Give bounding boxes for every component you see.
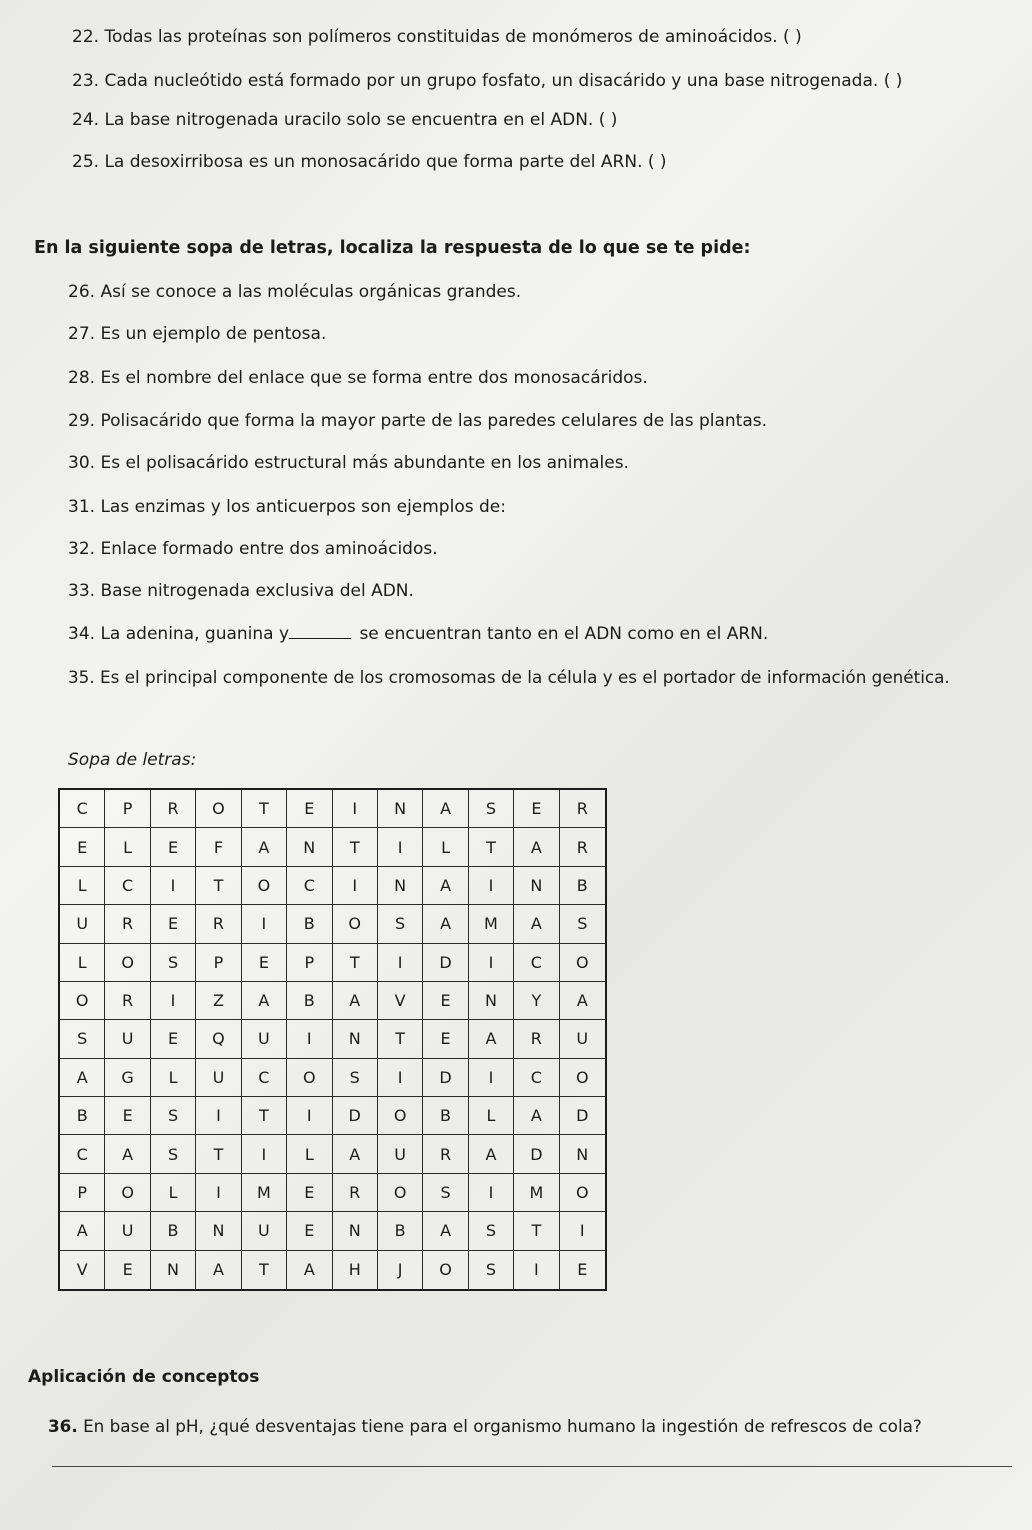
grid-cell[interactable]: A xyxy=(423,905,468,943)
question-34: 34. La adenina, guanina y se encuentran tanto en el ADN como en el ARN. xyxy=(68,624,769,644)
grid-cell[interactable]: T xyxy=(196,1135,241,1173)
grid-cell[interactable]: I xyxy=(469,944,514,982)
grid-cell[interactable]: U xyxy=(105,1020,150,1058)
grid-cell[interactable]: R xyxy=(196,905,241,943)
grid-cell[interactable]: E xyxy=(105,1097,150,1135)
grid-cell[interactable]: S xyxy=(560,905,605,943)
grid-cell[interactable]: A xyxy=(514,828,559,866)
grid-cell[interactable]: E xyxy=(577,1260,588,1280)
grid-cell[interactable]: S xyxy=(469,1251,514,1289)
grid-cell[interactable]: S xyxy=(469,790,514,828)
grid-cell[interactable]: O xyxy=(105,1174,150,1212)
grid-cell[interactable]: A xyxy=(333,1135,378,1173)
grid-cell[interactable]: C xyxy=(514,944,559,982)
grid-cell[interactable]: B xyxy=(287,905,332,943)
grid-cell[interactable]: Z xyxy=(196,982,241,1020)
grid-cell[interactable]: Y xyxy=(514,982,559,1020)
grid-cell[interactable]: O xyxy=(105,944,150,982)
grid-cell[interactable]: C xyxy=(60,790,105,828)
grid-cell[interactable]: B xyxy=(423,1097,468,1135)
grid-cell[interactable]: M xyxy=(514,1174,559,1212)
grid-cell[interactable]: B xyxy=(560,867,605,905)
grid-cell[interactable]: O xyxy=(378,1097,423,1135)
grid-cell[interactable]: U xyxy=(242,1212,287,1250)
grid-cell[interactable]: M xyxy=(469,905,514,943)
grid-cell[interactable]: B xyxy=(151,1212,196,1250)
grid-cell[interactable]: E xyxy=(287,1212,332,1250)
statement-24: 24. La base nitrogenada uracilo solo se encuentra en el ADN. ( ) xyxy=(72,110,618,130)
grid-cell[interactable]: B xyxy=(378,1212,423,1250)
grid-cell[interactable]: A xyxy=(287,1251,332,1289)
grid-cell[interactable]: N xyxy=(560,1135,605,1173)
grid-cell[interactable]: S xyxy=(151,1135,196,1173)
grid-cell[interactable]: J xyxy=(378,1251,423,1289)
grid-cell[interactable]: C xyxy=(514,1059,559,1097)
grid-cell[interactable]: E xyxy=(287,1174,332,1212)
grid-cell[interactable]: S xyxy=(423,1174,468,1212)
grid-cell[interactable]: E xyxy=(514,790,559,828)
grid-cell[interactable]: I xyxy=(196,1097,241,1135)
grid-cell[interactable]: R xyxy=(560,828,605,866)
grid-cell[interactable]: O xyxy=(60,982,105,1020)
grid-cell[interactable]: T xyxy=(196,867,241,905)
question-33: 33. Base nitrogenada exclusiva del ADN. xyxy=(68,581,414,601)
grid-cell[interactable]: P xyxy=(287,944,332,982)
statement-22: 22. Todas las proteínas son polímeros constituidas de monómeros de aminoácidos. ( ) xyxy=(72,27,802,47)
grid-cell[interactable]: C xyxy=(287,867,332,905)
grid-cell[interactable]: A xyxy=(60,1212,105,1250)
grid-cell[interactable]: P xyxy=(196,944,241,982)
grid-cell[interactable]: I xyxy=(242,1135,287,1173)
grid-cell[interactable]: R xyxy=(560,790,605,828)
grid-cell[interactable]: N xyxy=(378,867,423,905)
grid-cell[interactable]: E xyxy=(151,1020,196,1058)
grid-cell[interactable]: I xyxy=(560,1212,605,1250)
grid-cell[interactable]: I xyxy=(287,1020,332,1058)
grid-cell[interactable]: I xyxy=(196,1174,241,1212)
grid-cell[interactable]: S xyxy=(60,1020,105,1058)
grid-cell[interactable]: O xyxy=(287,1059,332,1097)
grid-cell[interactable]: I xyxy=(469,1174,514,1212)
grid-cell[interactable]: S xyxy=(378,905,423,943)
grid-cell[interactable]: T xyxy=(333,828,378,866)
grid-cell[interactable]: D xyxy=(423,1059,468,1097)
grid-cell[interactable]: O xyxy=(560,944,605,982)
grid-cell[interactable]: O xyxy=(560,1059,605,1097)
question-30: 30. Es el polisacárido estructural más abundante en los animales. xyxy=(68,453,629,473)
grid-cell[interactable]: T xyxy=(242,1251,287,1289)
grid-cell[interactable]: A xyxy=(423,790,468,828)
grid-cell[interactable]: G xyxy=(105,1059,150,1097)
grid-cell[interactable]: I xyxy=(469,1059,514,1097)
question-32: 32. Enlace formado entre dos aminoácidos. xyxy=(68,539,438,559)
grid-cell[interactable]: I xyxy=(514,1251,559,1289)
grid-cell[interactable]: I xyxy=(151,867,196,905)
section-heading: En la siguiente sopa de letras, localiza la respuesta de lo que se te pide: xyxy=(34,238,751,258)
grid-cell[interactable]: H xyxy=(333,1251,378,1289)
grid-cell[interactable]: C xyxy=(60,1135,105,1173)
grid-cell[interactable]: R xyxy=(105,905,150,943)
grid-cell[interactable]: A xyxy=(469,1020,514,1058)
grid-cell[interactable]: O xyxy=(196,790,241,828)
grid-cell[interactable]: Q xyxy=(196,1020,241,1058)
grid-cell[interactable]: L xyxy=(60,867,105,905)
grid-cell[interactable]: A xyxy=(60,1059,105,1097)
grid-cell[interactable]: E xyxy=(423,1020,468,1058)
grid-cell[interactable]: A xyxy=(514,1097,559,1135)
grid-cell[interactable]: N xyxy=(514,867,559,905)
grid-cell[interactable]: U xyxy=(378,1135,423,1173)
grid-cell[interactable]: P xyxy=(105,790,150,828)
grid-cell[interactable]: R xyxy=(423,1135,468,1173)
grid-cell[interactable]: R xyxy=(514,1020,559,1058)
fill-in-blank[interactable] xyxy=(289,624,351,639)
grid-cell[interactable]: N xyxy=(378,790,423,828)
grid-cell[interactable]: T xyxy=(242,790,287,828)
grid-cell[interactable]: N xyxy=(469,982,514,1020)
grid-cell[interactable]: I xyxy=(333,867,378,905)
grid-cell[interactable]: E xyxy=(151,828,196,866)
grid-cell[interactable]: M xyxy=(242,1174,287,1212)
word-search-label: Sopa de letras: xyxy=(68,750,197,770)
grid-cell[interactable]: B xyxy=(287,982,332,1020)
grid-cell[interactable]: N xyxy=(196,1212,241,1250)
grid-cell[interactable]: E xyxy=(423,982,468,1020)
grid-cell[interactable]: D xyxy=(560,1097,605,1135)
grid-cell[interactable]: A xyxy=(196,1251,241,1289)
grid-cell[interactable]: N xyxy=(151,1251,196,1289)
grid-cell[interactable]: R xyxy=(151,790,196,828)
grid-cell[interactable]: O xyxy=(560,1174,605,1212)
question-26: 26. Así se conoce a las moléculas orgánicas grandes. xyxy=(68,282,522,302)
grid-cell[interactable]: U xyxy=(60,905,105,943)
question-27: 27. Es un ejemplo de pentosa. xyxy=(68,324,327,344)
grid-cell[interactable]: L xyxy=(151,1174,196,1212)
grid-cell[interactable]: A xyxy=(333,982,378,1020)
grid-cell[interactable]: S xyxy=(469,1212,514,1250)
word-search-grid xyxy=(58,788,607,1291)
grid-cell[interactable]: N xyxy=(287,828,332,866)
statement-25: 25. La desoxirribosa es un monosacárido que forma parte del ARN. ( ) xyxy=(72,152,667,172)
grid-cell[interactable]: U xyxy=(105,1212,150,1250)
grid-cell[interactable]: L xyxy=(287,1135,332,1173)
grid-cell[interactable]: N xyxy=(333,1020,378,1058)
question-28: 28. Es el nombre del enlace que se forma entre dos monosacáridos. xyxy=(68,368,648,388)
grid-cell[interactable]: A xyxy=(242,982,287,1020)
grid-cell[interactable]: S xyxy=(333,1059,378,1097)
grid-cell[interactable]: L xyxy=(423,828,468,866)
grid-cell[interactable]: U xyxy=(560,1020,605,1058)
grid-cell[interactable]: A xyxy=(514,905,559,943)
grid-cell[interactable]: O xyxy=(378,1174,423,1212)
grid-cell[interactable]: C xyxy=(242,1059,287,1097)
question-31: 31. Las enzimas y los anticuerpos son ejemplos de: xyxy=(68,497,506,517)
grid-cell[interactable]: S xyxy=(151,1097,196,1135)
answer-line[interactable] xyxy=(52,1466,1012,1467)
grid-cell[interactable]: A xyxy=(560,982,605,1020)
grid-cell[interactable]: D xyxy=(333,1097,378,1135)
grid-cell[interactable]: E xyxy=(105,1251,150,1289)
grid-cell[interactable]: I xyxy=(333,790,378,828)
question-36: 36. En base al pH, ¿qué desventajas tiene para el organismo humano la ingestión de refrescos de cola? xyxy=(48,1416,922,1436)
question-35: 35. Es el principal componente de los cromosomas de la célula y es el portador de información genética. xyxy=(68,667,950,687)
grid-cell[interactable]: L xyxy=(469,1097,514,1135)
grid-cell[interactable]: R xyxy=(333,1174,378,1212)
grid-cell[interactable]: L xyxy=(151,1059,196,1097)
grid-cell[interactable]: O xyxy=(333,905,378,943)
grid-cell[interactable]: P xyxy=(60,1174,105,1212)
grid-cell[interactable]: T xyxy=(242,1097,287,1135)
grid-cell[interactable]: T xyxy=(514,1212,559,1250)
grid-cell[interactable]: I xyxy=(378,944,423,982)
grid-cell[interactable]: A xyxy=(423,1212,468,1250)
grid-cell[interactable]: A xyxy=(469,1135,514,1173)
grid-cell[interactable]: E xyxy=(287,790,332,828)
grid-cell[interactable]: L xyxy=(105,828,150,866)
grid-cell[interactable]: B xyxy=(60,1097,105,1135)
grid-cell[interactable]: A xyxy=(242,828,287,866)
grid-cell[interactable]: R xyxy=(105,982,150,1020)
grid-cell[interactable]: V xyxy=(378,982,423,1020)
grid-cell[interactable]: I xyxy=(378,1059,423,1097)
grid-cell[interactable]: D xyxy=(514,1135,559,1173)
grid-cell[interactable]: I xyxy=(469,867,514,905)
grid-cell[interactable]: T xyxy=(469,828,514,866)
grid-cell[interactable]: U xyxy=(242,1020,287,1058)
question-29: 29. Polisacárido que forma la mayor parte de las paredes celulares de las plantas. xyxy=(68,411,768,431)
grid-cell[interactable]: O xyxy=(242,867,287,905)
grid-cell[interactable]: O xyxy=(423,1251,468,1289)
grid-cell[interactable]: A xyxy=(105,1135,150,1173)
grid-cell[interactable]: I xyxy=(378,828,423,866)
grid-cell[interactable]: I xyxy=(242,905,287,943)
grid-cell[interactable]: D xyxy=(423,944,468,982)
grid-cell[interactable]: L xyxy=(60,944,105,982)
grid-cell[interactable]: E xyxy=(242,944,287,982)
grid-cell[interactable]: I xyxy=(151,982,196,1020)
grid-cell[interactable]: V xyxy=(60,1251,105,1289)
grid-cell[interactable]: T xyxy=(333,944,378,982)
grid-cell[interactable]: E xyxy=(60,828,105,866)
grid-cell[interactable]: A xyxy=(423,867,468,905)
grid-cell[interactable]: T xyxy=(378,1020,423,1058)
grid-cell[interactable]: U xyxy=(196,1059,241,1097)
grid-cell[interactable]: C xyxy=(105,867,150,905)
grid-cell[interactable]: E xyxy=(151,905,196,943)
grid-cell[interactable]: N xyxy=(333,1212,378,1250)
grid-cell[interactable]: S xyxy=(151,944,196,982)
grid-cell[interactable]: F xyxy=(196,828,241,866)
grid-cell[interactable]: I xyxy=(287,1097,332,1135)
statement-23: 23. Cada nucleótido está formado por un grupo fosfato, un disacárido y una base nitrogenada. ( ) xyxy=(72,71,903,91)
application-heading: Aplicación de conceptos xyxy=(28,1367,260,1387)
